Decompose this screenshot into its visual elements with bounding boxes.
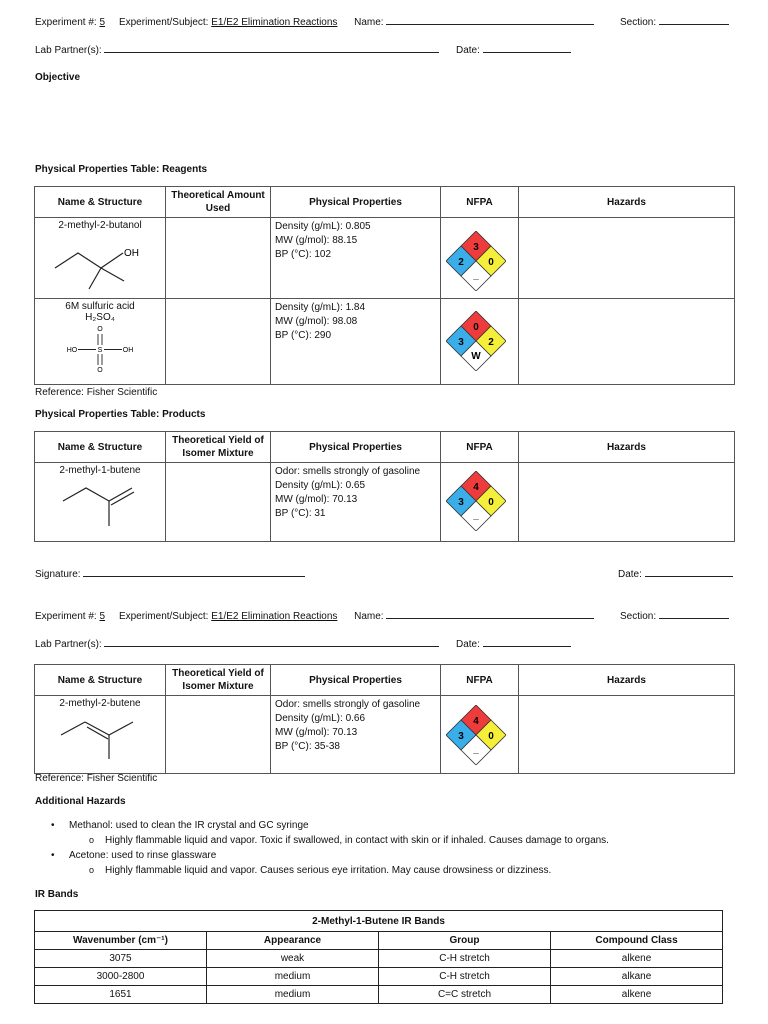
property-line: Density (g/mL): 0.65 — [275, 480, 366, 491]
table-cell: alkene — [551, 950, 723, 968]
table-header-row — [35, 932, 723, 950]
sulfur-atom: S — [97, 347, 103, 354]
nfpa-special: _ — [473, 270, 479, 281]
hydroxyl-right: OH — [122, 347, 134, 354]
column-header: NFPA — [441, 665, 519, 696]
nfpa-special: W — [471, 351, 481, 362]
nfpa-reactivity: 2 — [488, 337, 494, 348]
ir-bands-table — [34, 910, 723, 1004]
experiment-label: Experiment #: — [35, 611, 97, 622]
table-row — [35, 950, 723, 968]
subject-label: Experiment/Subject: — [118, 17, 209, 28]
header-line-1 — [35, 15, 594, 28]
table-row — [35, 696, 735, 774]
amount-cell[interactable] — [166, 299, 271, 385]
hazards-cell[interactable] — [519, 463, 735, 542]
property-line: BP (°C): 102 — [275, 249, 332, 260]
partner-line-2 — [35, 637, 439, 650]
section-label: Section: — [620, 611, 657, 622]
section-field[interactable] — [659, 609, 729, 619]
hydroxyl-left: HO — [66, 347, 78, 354]
name-structure-cell — [35, 299, 166, 385]
ir-table-title: 2-Methyl-1-Butene IR Bands — [35, 911, 723, 932]
name-label: Name: — [354, 611, 384, 622]
nfpa-special: _ — [473, 510, 479, 521]
table-cell: medium — [207, 986, 379, 1004]
experiment-number: 5 — [99, 611, 106, 622]
reagents-table — [34, 186, 735, 385]
properties-cell — [271, 299, 441, 385]
property-line: Density (g/mL): 0.805 — [275, 221, 371, 232]
date-field[interactable] — [483, 637, 571, 647]
column-header: Name & Structure — [35, 432, 166, 463]
structure-2-methyl-2-butanol — [45, 231, 155, 291]
experiment-label: Experiment #: — [35, 17, 97, 28]
column-header: Physical Properties — [271, 432, 441, 463]
column-header: Appearance — [207, 932, 379, 950]
table-cell: medium — [207, 968, 379, 986]
compound-name: 2-methyl-1-butene — [59, 465, 141, 476]
date-label: Date: — [456, 639, 480, 650]
property-line: Density (g/mL): 0.66 — [275, 713, 366, 724]
property-line: MW (g/mol): 88.15 — [275, 235, 358, 246]
list-item: o Highly flammable liquid and vapor. Causes serious eye irritation. May cause drowsiness or dizziness. — [35, 863, 735, 878]
date-label: Date: — [456, 45, 480, 56]
name-structure-cell — [35, 218, 166, 299]
products-table — [34, 431, 735, 542]
compound-name: 6M sulfuric acid — [65, 301, 135, 312]
property-line: MW (g/mol): 70.13 — [275, 727, 358, 738]
name-structure-cell — [35, 696, 166, 774]
additional-hazards-heading: Additional Hazards — [35, 796, 126, 807]
property-line: MW (g/mol): 98.08 — [275, 316, 358, 327]
table-row — [35, 463, 735, 542]
nfpa-health: 2 — [458, 257, 464, 268]
section-field[interactable] — [659, 15, 729, 25]
properties-cell — [271, 696, 441, 774]
compound-formula: H₂SO₄ — [85, 312, 115, 323]
table-cell: 1651 — [35, 986, 207, 1004]
nfpa-diamond — [446, 231, 506, 291]
date-line-1 — [456, 43, 571, 56]
column-header: Theoretical Yield of Isomer Mixture — [166, 665, 271, 696]
signature-date-line — [618, 567, 733, 580]
nfpa-cell — [441, 299, 519, 385]
list-item: • Methanol: used to clean the IR crystal and GC syringe — [35, 818, 735, 833]
reference-note: Reference: Fisher Scientific — [35, 387, 158, 398]
nfpa-health: 3 — [458, 337, 464, 348]
column-header: Hazards — [519, 432, 735, 463]
oxygen-bottom: O — [97, 367, 103, 373]
nfpa-fire: 4 — [473, 482, 479, 493]
section-line-2 — [620, 609, 729, 622]
yield-cell[interactable] — [166, 463, 271, 542]
signature-date-label: Date: — [618, 569, 642, 580]
structure-2-methyl-2-butene — [45, 709, 155, 763]
property-line: Odor: smells strongly of gasoline — [275, 699, 421, 710]
column-header: Group — [379, 932, 551, 950]
nfpa-health: 3 — [458, 497, 464, 508]
property-line: BP (°C): 31 — [275, 508, 326, 519]
nfpa-reactivity: 0 — [488, 497, 494, 508]
structure-sulfuric-acid — [45, 323, 155, 373]
property-line: Density (g/mL): 1.84 — [275, 302, 366, 313]
section-line-1 — [620, 15, 729, 28]
hazards-cell[interactable] — [519, 299, 735, 385]
structure-2-methyl-1-butene — [45, 476, 155, 534]
partner-field[interactable] — [104, 637, 439, 647]
nfpa-fire: 3 — [473, 242, 479, 253]
column-header: Physical Properties — [271, 187, 441, 218]
properties-cell — [271, 463, 441, 542]
table-cell: 3000-2800 — [35, 968, 207, 986]
table-header-row — [35, 187, 735, 218]
oxygen-top: O — [97, 326, 103, 333]
name-label: Name: — [354, 17, 384, 28]
hazards-cell[interactable] — [519, 218, 735, 299]
table-cell: alkane — [551, 968, 723, 986]
reference-note-2: Reference: Fisher Scientific — [35, 773, 158, 784]
property-line: BP (°C): 35-38 — [275, 741, 340, 752]
header-line-2 — [35, 609, 594, 622]
signature-line — [35, 567, 305, 580]
nfpa-cell — [441, 463, 519, 542]
property-line: Odor: smells strongly of gasoline — [275, 466, 421, 477]
compound-name: 2-methyl-2-butene — [59, 698, 141, 709]
ir-bands-heading: IR Bands — [35, 889, 79, 900]
column-header: Hazards — [519, 187, 735, 218]
property-line: MW (g/mol): 70.13 — [275, 494, 358, 505]
nfpa-diamond — [446, 311, 506, 371]
column-header: Compound Class — [551, 932, 723, 950]
table-cell: 3075 — [35, 950, 207, 968]
yield-cell[interactable] — [166, 696, 271, 774]
amount-cell[interactable] — [166, 218, 271, 299]
properties-cell — [271, 218, 441, 299]
signature-field[interactable] — [83, 567, 305, 577]
signature-label: Signature: — [35, 569, 81, 580]
hazards-cell[interactable] — [519, 696, 735, 774]
column-header: NFPA — [441, 432, 519, 463]
nfpa-fire: 0 — [473, 322, 479, 333]
column-header: Hazards — [519, 665, 735, 696]
list-item: o Highly flammable liquid and vapor. Toxic if swallowed, in contact with skin or if inhaled. Causes damage to organs. — [35, 833, 735, 848]
property-line: BP (°C): 290 — [275, 330, 332, 341]
objective-heading: Objective — [35, 72, 81, 83]
nfpa-special: _ — [473, 744, 479, 755]
nfpa-reactivity: 0 — [488, 731, 494, 742]
signature-date-field[interactable] — [645, 567, 733, 577]
reagents-heading: Physical Properties Table: Reagents — [35, 164, 208, 175]
nfpa-reactivity: 0 — [488, 257, 494, 268]
column-header: Physical Properties — [271, 665, 441, 696]
nfpa-diamond — [446, 471, 506, 531]
table-header-row — [35, 665, 735, 696]
partner-label: Lab Partner(s): — [35, 639, 102, 650]
date-line-2 — [456, 637, 571, 650]
additional-hazards-list — [35, 818, 735, 878]
experiment-number: 5 — [99, 17, 106, 28]
column-header: NFPA — [441, 187, 519, 218]
table-cell: alkene — [551, 986, 723, 1004]
name-field[interactable] — [386, 15, 594, 25]
table-row — [35, 299, 735, 385]
date-field[interactable] — [483, 43, 571, 53]
products-table-2 — [34, 664, 735, 774]
table-cell: C=C stretch — [379, 986, 551, 1004]
table-cell: C-H stretch — [379, 950, 551, 968]
name-structure-cell — [35, 463, 166, 542]
oh-label: OH — [124, 248, 139, 259]
table-row — [35, 986, 723, 1004]
products-heading: Physical Properties Table: Products — [35, 409, 206, 420]
nfpa-cell — [441, 218, 519, 299]
column-header: Name & Structure — [35, 665, 166, 696]
column-header: Name & Structure — [35, 187, 166, 218]
list-item: • Acetone: used to rinse glassware — [35, 848, 735, 863]
subject-value: E1/E2 Elimination Reactions — [211, 611, 338, 622]
partner-label: Lab Partner(s): — [35, 45, 102, 56]
nfpa-diamond — [446, 705, 506, 765]
nfpa-cell — [441, 696, 519, 774]
table-row — [35, 968, 723, 986]
column-header: Wavenumber (cm⁻¹) — [35, 932, 207, 950]
column-header: Theoretical Yield of Isomer Mixture — [166, 432, 271, 463]
table-cell: weak — [207, 950, 379, 968]
partner-line-1 — [35, 43, 439, 56]
name-field[interactable] — [386, 609, 594, 619]
section-label: Section: — [620, 17, 657, 28]
column-header: Theoretical Amount Used — [166, 187, 271, 218]
table-cell: C-H stretch — [379, 968, 551, 986]
nfpa-fire: 4 — [473, 716, 479, 727]
nfpa-health: 3 — [458, 731, 464, 742]
table-row — [35, 218, 735, 299]
table-header-row — [35, 432, 735, 463]
subject-label: Experiment/Subject: — [118, 611, 209, 622]
compound-name: 2-methyl-2-butanol — [58, 220, 142, 231]
partner-field[interactable] — [104, 43, 439, 53]
subject-value: E1/E2 Elimination Reactions — [211, 17, 338, 28]
